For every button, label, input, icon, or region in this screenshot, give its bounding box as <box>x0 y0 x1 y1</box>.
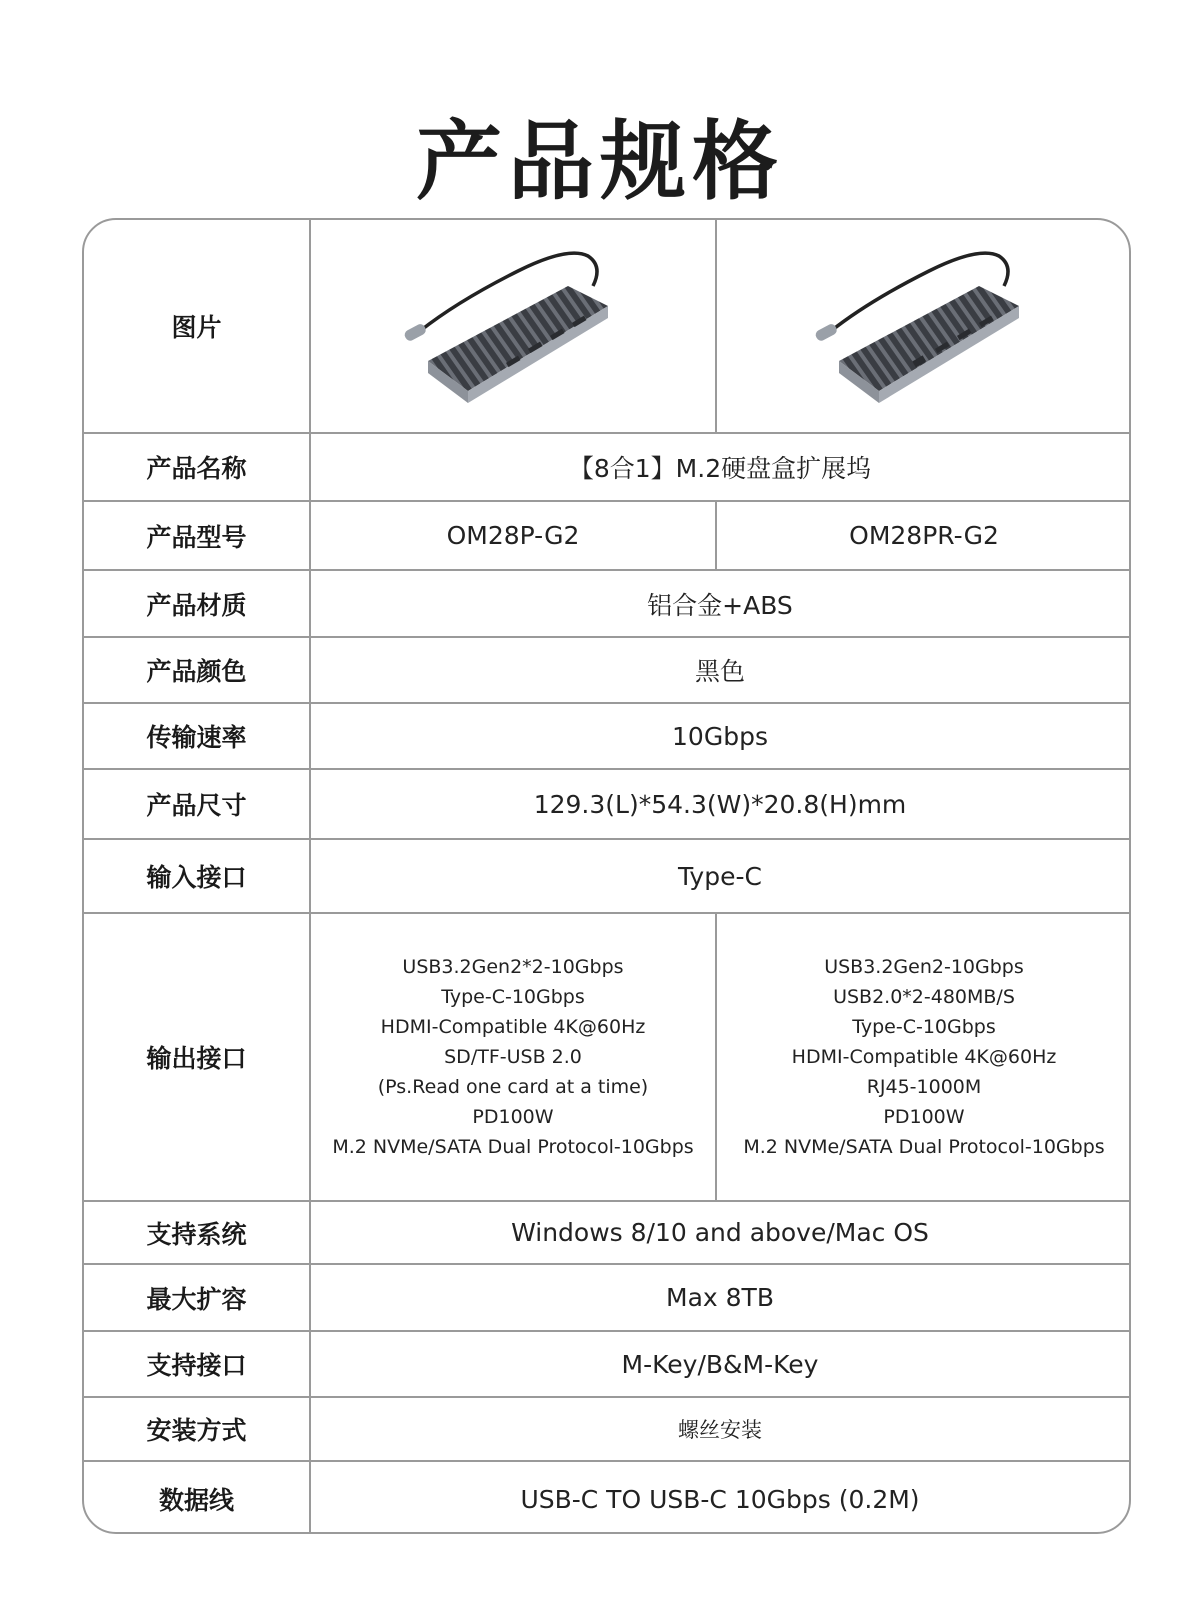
value-os: Windows 8/10 and above/Mac OS <box>511 1218 929 1247</box>
output-left-item: SD/TF-USB 2.0 <box>444 1046 582 1068</box>
output-left-item: M.2 NVMe/SATA Dual Protocol-10Gbps <box>332 1136 694 1158</box>
row-product-model <box>84 500 1129 569</box>
label-capacity: 最大扩容 <box>84 1265 311 1330</box>
label-image: 图片 <box>84 220 311 432</box>
row-install <box>84 1396 1129 1460</box>
value-product-name: 【8合1】M.2硬盘盒扩展坞 <box>568 454 872 483</box>
label-key: 支持接口 <box>84 1332 311 1396</box>
value-capacity: Max 8TB <box>666 1283 774 1312</box>
label-product-name: 产品名称 <box>84 434 311 500</box>
output-right-item: PD100W <box>883 1106 965 1128</box>
row-color <box>84 636 1129 702</box>
value-color: 黑色 <box>694 657 745 686</box>
output-left-item: Type-C-10Gbps <box>441 986 585 1008</box>
value-speed: 10Gbps <box>672 721 768 751</box>
label-speed: 传输速率 <box>84 704 311 768</box>
usb-hub-om28pr-image <box>809 231 1039 421</box>
output-left-item: PD100W <box>472 1106 554 1128</box>
value-cable: USB-C TO USB-C 10Gbps (0.2M) <box>520 1484 920 1514</box>
output-right-item: RJ45-1000M <box>866 1076 982 1098</box>
output-right-item: USB3.2Gen2-10Gbps <box>824 956 1024 978</box>
label-material: 产品材质 <box>84 571 311 636</box>
label-output: 输出接口 <box>84 914 311 1200</box>
product-image-om28p <box>311 220 717 432</box>
value-key: M-Key/B&M-Key <box>621 1349 819 1379</box>
row-os <box>84 1200 1129 1263</box>
value-size: 129.3(L)*54.3(W)*20.8(H)mm <box>533 789 907 819</box>
label-product-model: 产品型号 <box>84 502 311 569</box>
output-right-item: USB2.0*2-480MB/S <box>833 986 1015 1008</box>
row-input <box>84 838 1129 912</box>
value-model-right: OM28PR-G2 <box>849 521 999 550</box>
usb-hub-om28p-image <box>398 231 628 421</box>
output-right-item: HDMI-Compatible 4K@60Hz <box>791 1046 1057 1068</box>
label-os: 支持系统 <box>84 1202 311 1263</box>
row-speed <box>84 702 1129 768</box>
row-key <box>84 1330 1129 1396</box>
value-install: 螺丝安装 <box>678 1418 762 1442</box>
output-left-item: HDMI-Compatible 4K@60Hz <box>380 1016 646 1038</box>
label-install: 安装方式 <box>84 1398 311 1460</box>
row-output <box>84 912 1129 1200</box>
label-cable: 数据线 <box>84 1462 311 1534</box>
row-material <box>84 569 1129 636</box>
value-model-left: OM28P-G2 <box>311 502 717 569</box>
row-image <box>84 220 1129 432</box>
row-capacity <box>84 1263 1129 1330</box>
row-cable <box>84 1460 1129 1534</box>
product-image-om28pr <box>719 220 1129 432</box>
output-left-item: USB3.2Gen2*2-10Gbps <box>402 956 624 978</box>
output-right-item: Type-C-10Gbps <box>852 1016 996 1038</box>
output-list-left <box>332 952 693 1162</box>
page-title: 产品规格 <box>416 112 784 212</box>
label-size: 产品尺寸 <box>84 770 311 838</box>
row-size <box>84 768 1129 838</box>
label-color: 产品颜色 <box>84 638 311 702</box>
value-material: 铝合金+ABS <box>647 590 793 620</box>
label-input: 输入接口 <box>84 840 311 912</box>
output-left-item: (Ps.Read one card at a time) <box>377 1076 649 1098</box>
value-input: Type-C <box>678 861 762 891</box>
value-output-left <box>311 914 717 1200</box>
value-output-right <box>719 914 1129 1200</box>
spec-table <box>82 218 1131 1534</box>
row-product-name <box>84 432 1129 500</box>
output-right-item: M.2 NVMe/SATA Dual Protocol-10Gbps <box>743 1136 1105 1158</box>
output-list-right <box>743 952 1104 1162</box>
